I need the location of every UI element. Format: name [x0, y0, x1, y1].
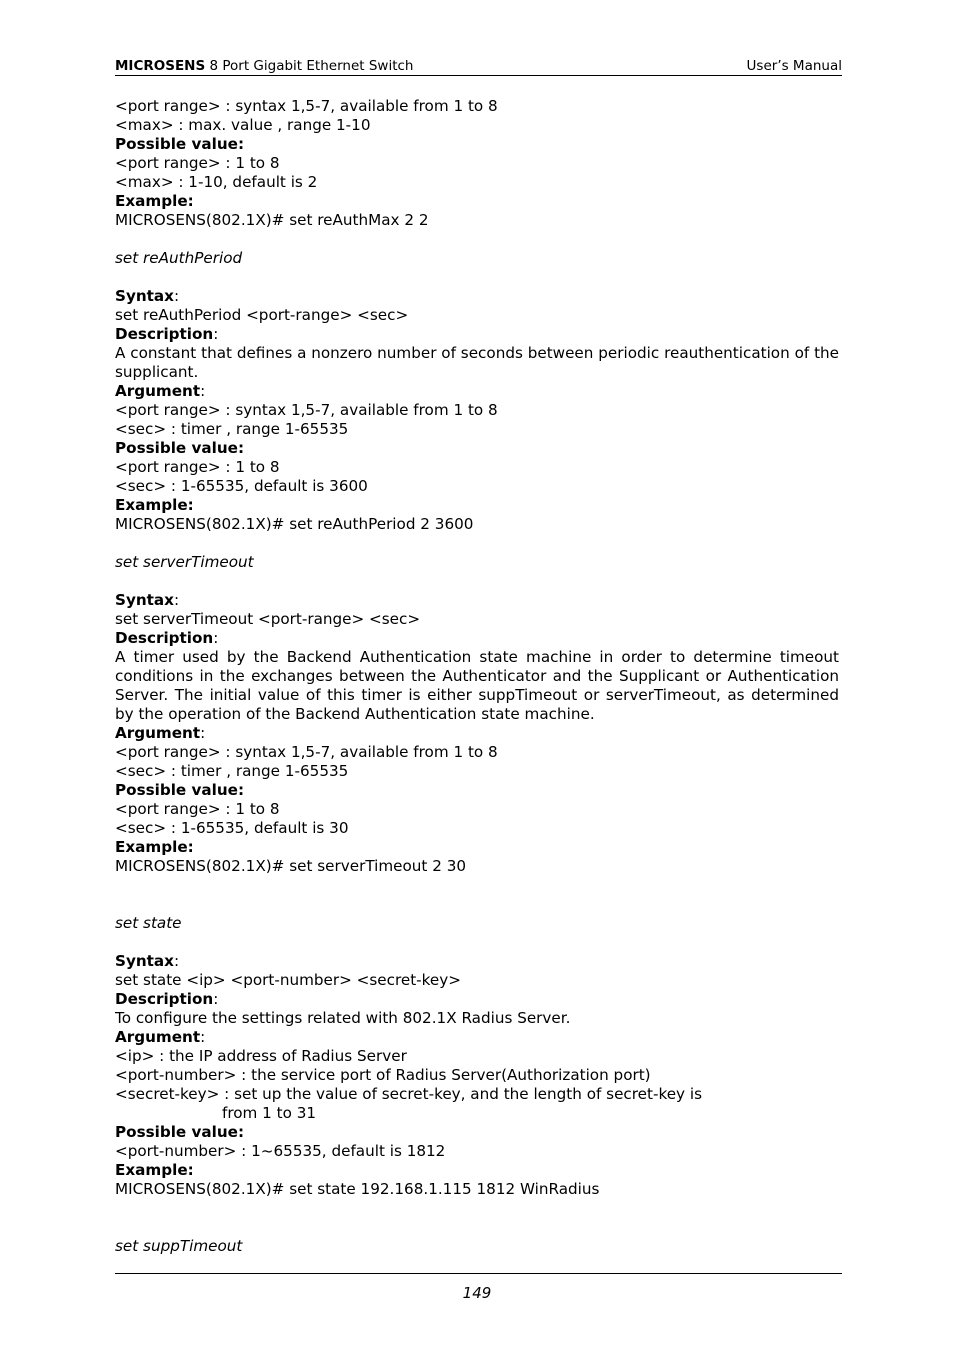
- command-title: set suppTimeout: [115, 1237, 243, 1255]
- example-line: MICROSENS(802.1X)# set reAuthPeriod 2 3600: [115, 515, 474, 533]
- argument-line: <max> : max. value , range 1-10: [115, 116, 371, 134]
- example-line: MICROSENS(802.1X)# set serverTimeout 2 30: [115, 857, 467, 875]
- product-name: 8 Port Gigabit Ethernet Switch: [205, 58, 414, 74]
- possible-value-line: <port range> : 1 to 8: [115, 800, 280, 818]
- description-text: To configure the settings related with 802.1X Radius Server.: [115, 1009, 571, 1027]
- argument-heading: Argument: [115, 382, 201, 400]
- syntax-heading: Syntax: [115, 952, 174, 970]
- possible-value-heading: Possible value:: [115, 1123, 245, 1141]
- argument-line: <secret-key> : set up the value of secret-key, and the length of secret-key is: [115, 1085, 703, 1103]
- argument-line: <ip> : the IP address of Radius Server: [115, 1047, 407, 1065]
- argument-line: <sec> : timer , range 1-65535: [115, 762, 349, 780]
- possible-value-heading: Possible value:: [115, 781, 245, 799]
- possible-value-line: <sec> : 1-65535, default is 3600: [115, 477, 368, 495]
- footer-rule: [115, 1273, 842, 1274]
- argument-line: <port-number> : the service port of Radius Server(Authorization port): [115, 1066, 651, 1084]
- argument-line: <port range> : syntax 1,5-7, available from 1 to 8: [115, 743, 498, 761]
- description-text: A constant that defines a nonzero number of seconds between periodic reauthentication of the supplicant.: [115, 344, 839, 381]
- example-line: MICROSENS(802.1X)# set reAuthMax 2 2: [115, 211, 429, 229]
- example-heading: Example:: [115, 496, 194, 514]
- possible-value-line: <port range> : 1 to 8: [115, 458, 280, 476]
- possible-value-heading: Possible value:: [115, 135, 245, 153]
- argument-heading: Argument: [115, 1028, 201, 1046]
- possible-value-line: <port-number> : 1~65535, default is 1812: [115, 1142, 446, 1160]
- possible-value-line: <port range> : 1 to 8: [115, 154, 280, 172]
- argument-heading: Argument: [115, 724, 201, 742]
- example-heading: Example:: [115, 838, 194, 856]
- command-title: set reAuthPeriod: [115, 249, 243, 267]
- syntax-heading: Syntax: [115, 591, 174, 609]
- brand-name: MICROSENS: [115, 58, 206, 74]
- argument-line: <port range> : syntax 1,5-7, available from 1 to 8: [115, 401, 498, 419]
- syntax-line: set serverTimeout <port-range> <sec>: [115, 610, 421, 628]
- description-text: A timer used by the Backend Authentication state machine in order to determine timeout conditions in the exchanges between the Authenticator and the Supplicant or Authentication Server. The initial value of this timer is either suppTimeout or serverTimeout, as determined by the operation of the Backend Authentication state machine.: [115, 648, 839, 723]
- page-content: <port range> : syntax 1,5-7, available from 1 to 8 <max> : max. value , range 1-10 Possible value: <port range> : 1 to 8 <max> : 1-10, default is 2 Example: MICROSENS(802.1X)# set reAuthMax 2 2 set reAuthPeriod Syntax: set reAuthPeriod <port-range> <sec> Description: A constant that defines a nonzero number of seconds between periodic reauthentication of the supplicant. Argument: <port range> : syntax 1,5-7, available from 1 to 8 <sec> : timer , range 1-65535 Possible value: <port range> : 1 to 8 <sec> : 1-65535, default is 3600 Example: MICROSENS(802.1X)# set reAuthPeriod 2 3600 set serverTimeout Syntax: set serverTimeout <port-range> <sec> Description: A timer used by the Backend Authentication state machine in order to determine timeout conditions in the exchanges between the Authenticator and the Supplicant or Authentication Server. The initial value of this timer is either suppTimeout or serverTimeout, as determined by the operation of the Backend Authentication state machine. Argument: <port range> : syntax 1,5-7, available from 1 to 8 <sec> : timer , range 1-65535 Possible value: <port range> : 1 to 8 <sec> : 1-65535, default is 30 Example: MICROSENS(802.1X)# set serverTimeout 2 30 set state Syntax: set state <ip> <port-number> <secret-key> Description: To configure the settings related with 802.1X Radius Server. Argument: <ip> : the IP address of Radius Server <port-number> : the service port of Radius Server(Authorization port) <secret-key> : set up the value of secret-key, and the length of secret-key is from 1 to 31 Possible value: <port-number> : 1~65535, default is 1812 Example: MICROSENS(802.1X)# set state 192.168.1.115 1812 WinRadius set suppTimeout: [115, 97, 839, 1255]
- command-title: set state: [115, 914, 182, 932]
- syntax-line: set reAuthPeriod <port-range> <sec>: [115, 306, 409, 324]
- syntax-heading: Syntax: [115, 287, 174, 305]
- example-line: MICROSENS(802.1X)# set state 192.168.1.115 1812 WinRadius: [115, 1180, 600, 1198]
- syntax-line: set state <ip> <port-number> <secret-key>: [115, 971, 461, 989]
- example-heading: Example:: [115, 1161, 194, 1179]
- argument-continuation: from 1 to 31: [222, 1104, 317, 1122]
- argument-line: <sec> : timer , range 1-65535: [115, 420, 349, 438]
- description-heading: Description: [115, 325, 214, 343]
- possible-value-line: <sec> : 1-65535, default is 30: [115, 819, 349, 837]
- possible-value-heading: Possible value:: [115, 439, 245, 457]
- header-title: [115, 57, 413, 75]
- argument-line: <port range> : syntax 1,5-7, available from 1 to 8: [115, 97, 498, 115]
- manual-label: User’s Manual: [746, 58, 842, 74]
- command-title: set serverTimeout: [115, 553, 254, 571]
- page-number: 149: [462, 1284, 492, 1302]
- example-heading: Example:: [115, 192, 194, 210]
- description-heading: Description: [115, 990, 214, 1008]
- description-heading: Description: [115, 629, 214, 647]
- page-header: [115, 57, 842, 76]
- possible-value-line: <max> : 1-10, default is 2: [115, 173, 318, 191]
